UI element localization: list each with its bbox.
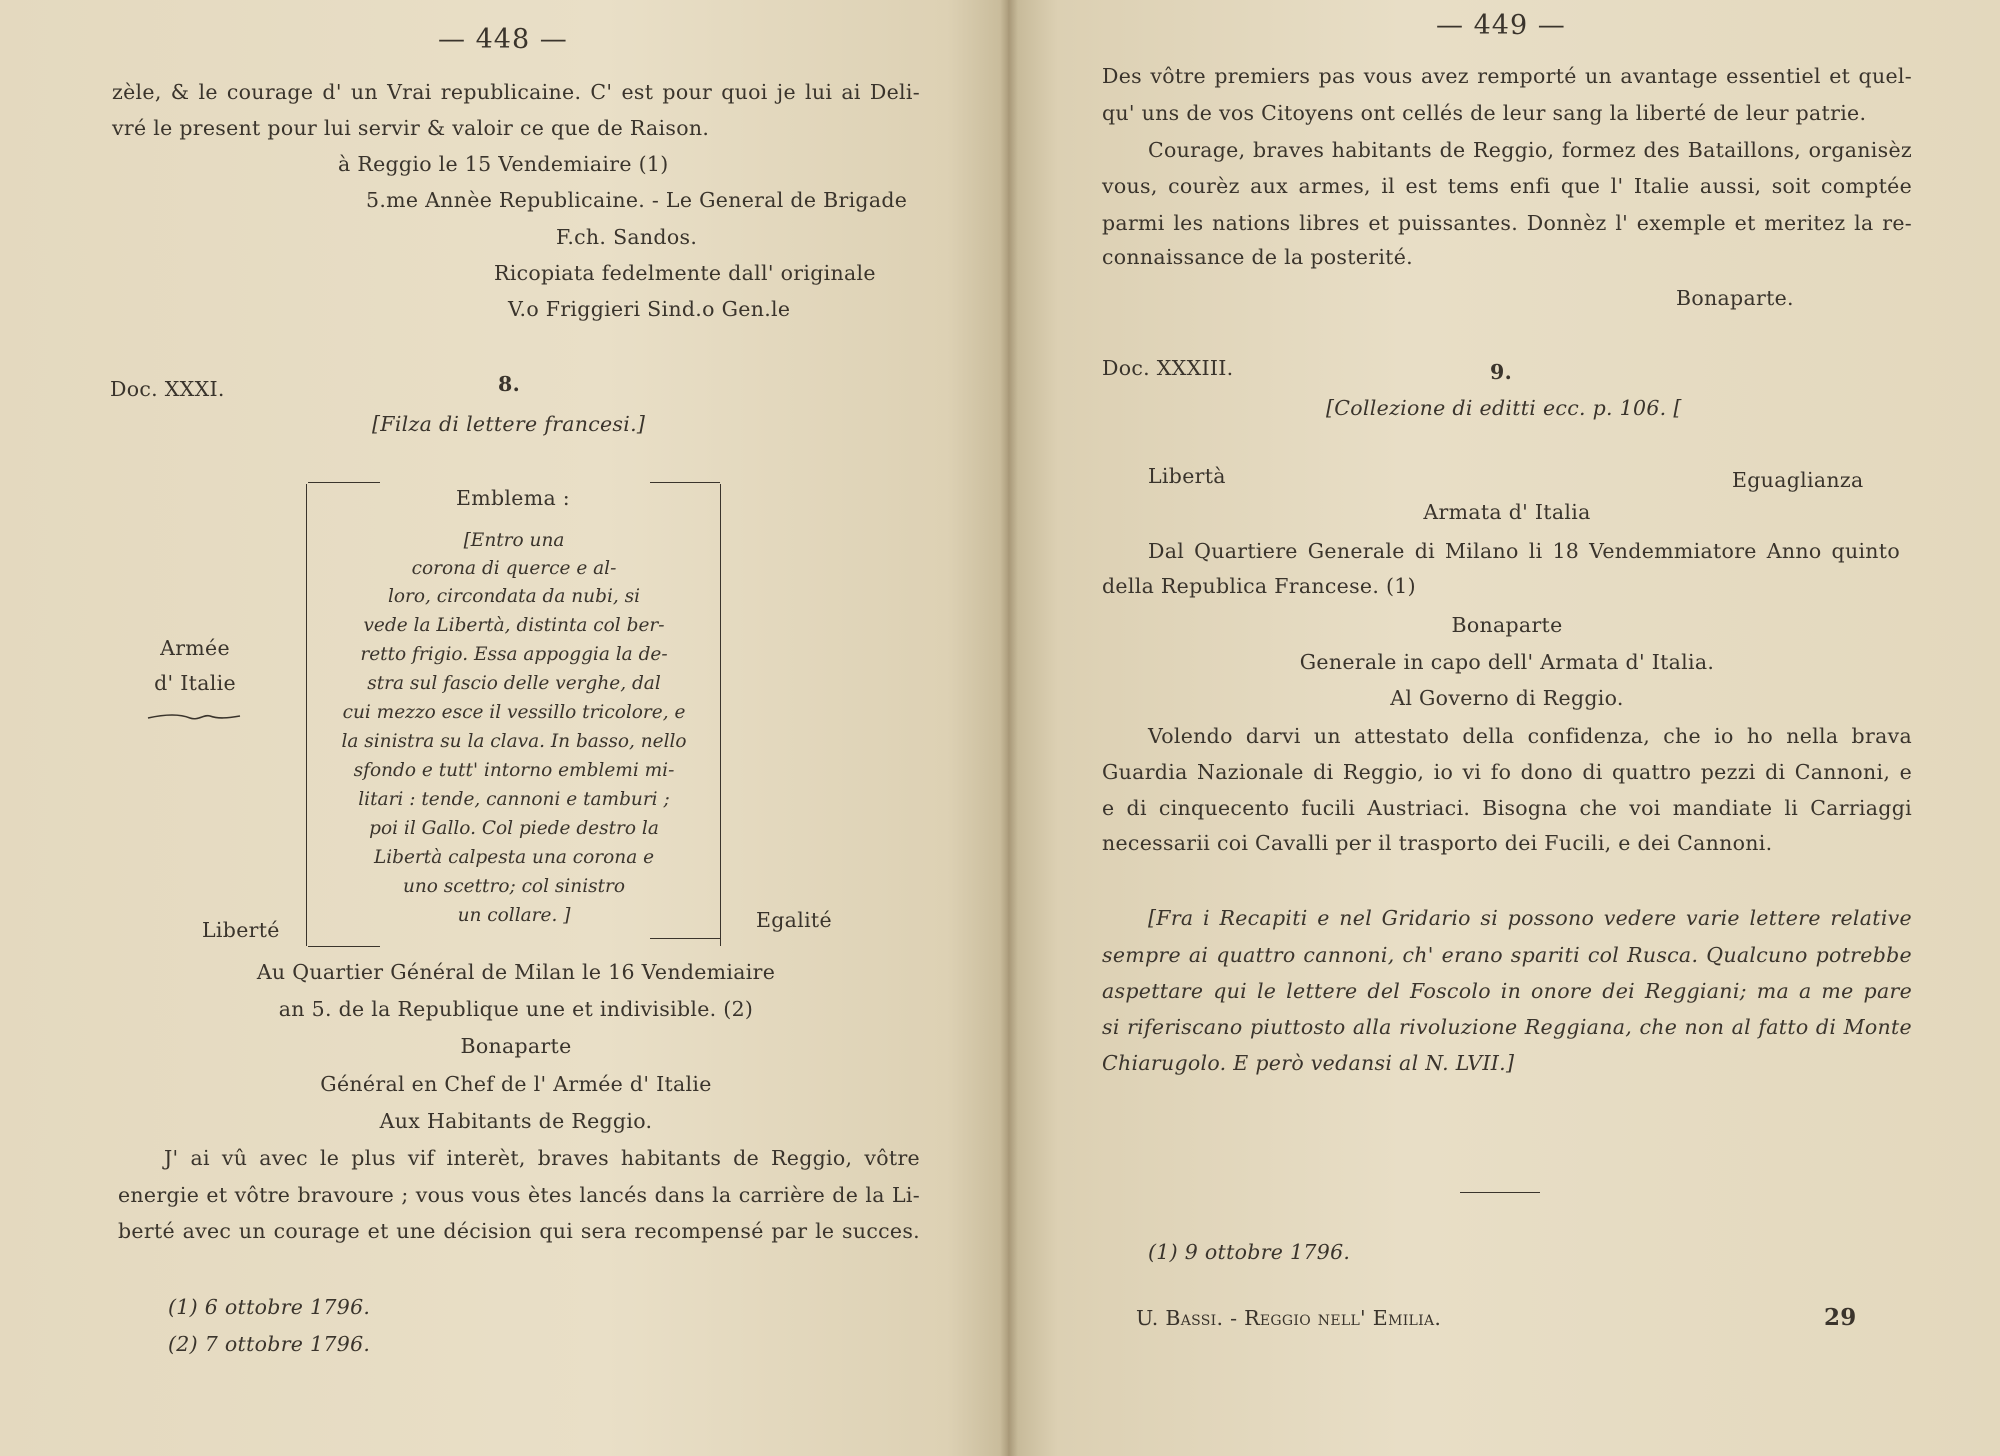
left-line-2: vré le present pour lui servir & valoir ce que de Raison.: [112, 116, 710, 140]
right-body-4: necessarii coi Cavalli per il trasporto dei Fucili, e dei Cannoni.: [1102, 831, 1773, 855]
place-date: à Reggio le 15 Vendemiaire (1): [338, 152, 669, 176]
right-centered-3: Al Governo di Reggio.: [1390, 686, 1624, 710]
emblem-left-border: [306, 484, 307, 946]
liberte-label: Liberté: [202, 918, 280, 942]
ornament-squiggle: [146, 710, 242, 724]
signer: F.ch. Sandos.: [556, 225, 698, 249]
armata-heading: Armata d' Italia: [1423, 500, 1591, 524]
book-gutter: [1000, 0, 1018, 1456]
right-doc-source: [Collezione di editti ecc. p. 106. [: [1326, 396, 1682, 420]
right-note-2: sempre ai quattro cannoni, ch' erano spariti col Rusca. Qualcuno potrebbe: [1102, 943, 1912, 967]
right-centered-2: Generale in capo dell' Armata d' Italia.: [1299, 650, 1715, 674]
doc-source: [Filza di lettere francesi.]: [372, 412, 646, 436]
emblem-line-9: sfondo e tutt' intorno emblemi mi-: [353, 760, 675, 781]
emblem-line-10: litari : tende, cannoni e tamburi ;: [358, 789, 670, 810]
right-top-4: vous, courèz aux armes, il est tems enfi que l' Italie aussi, soit comptée: [1102, 174, 1912, 198]
right-note-4: si riferiscano piuttosto alla rivoluzione Reggiana, che non al fatto di Monte: [1102, 1015, 1912, 1039]
right-footnote: (1) 9 ottobre 1796.: [1148, 1240, 1351, 1264]
left-body-1: J' ai vû avec le plus vif interèt, braves habitants de Reggio, vôtre: [164, 1146, 920, 1170]
emblem-line-3: loro, circondata da nubi, si: [387, 586, 641, 607]
emblem-line-1: [Entro una: [463, 530, 565, 551]
emblem-line-6: stra sul fascio delle verghe, dal: [367, 673, 661, 694]
doc-label: Doc. XXXI.: [110, 377, 225, 401]
right-doc-number: 9.: [1490, 360, 1513, 384]
year-signature: 5.me Annèe Republicaine. - Le General de Brigade: [366, 188, 908, 212]
left-footnote-1: (1) 6 ottobre 1796.: [168, 1295, 371, 1319]
right-doc-label: Doc. XXXIII.: [1102, 356, 1234, 380]
left-centered-4: Général en Chef de l' Armée d' Italie: [320, 1072, 712, 1096]
quartiere-line-1: Dal Quartiere Generale di Milano li 18 Vendemmiatore Anno quinto: [1148, 539, 1900, 563]
emblem-title: Emblema :: [456, 486, 570, 510]
emblem-line-8: la sinistra su la clava. In basso, nello: [341, 731, 687, 752]
left-centered-3: Bonaparte: [460, 1034, 572, 1058]
eguaglianza-label: Eguaglianza: [1732, 468, 1864, 492]
emblem-top-right-rule: [650, 482, 720, 483]
right-body-2: Guardia Nazionale di Reggio, io vi fo dono di quattro pezzi di Cannoni, e: [1102, 760, 1912, 784]
right-note-5: Chiarugolo. E però vedansi al N. LVII.]: [1102, 1051, 1515, 1075]
left-body-2: energie et vôtre bravoure ; vous vous ètes lancés dans la carrière de la Li-: [118, 1183, 920, 1207]
emblem-line-7: cui mezzo esce il vessillo tricolore, e: [342, 702, 686, 723]
running-footer-text: U. Bassi. - Reggio nell' Emilia.: [1136, 1306, 1442, 1330]
right-top-5: parmi les nations libres et puissantes. Donnèz l' exemple et meritez la re-: [1102, 211, 1912, 235]
emblem-line-4: vede la Libertà, distinta col ber-: [363, 615, 665, 636]
side-label-armee: Armée: [160, 636, 230, 660]
right-top-2: qu' uns de vos Citoyens ont cellés de leur sang la liberté de leur patrie.: [1102, 101, 1867, 125]
right-note-3: aspettare qui le lettere del Foscolo in onore dei Reggiani; ma a me pare: [1102, 979, 1912, 1003]
left-centered-2: an 5. de la Republique une et indivisible. (2): [278, 997, 754, 1021]
left-centered-1: Au Quartier Général de Milan le 16 Vendemiaire: [256, 960, 776, 984]
right-top-3: Courage, braves habitants de Reggio, formez des Bataillons, organisèz: [1148, 138, 1912, 162]
running-footer: [1136, 1306, 1441, 1330]
signature-mark: 29: [1824, 1304, 1857, 1331]
right-body-3: e di cinquecento fucili Austriaci. Bisogna che voi mandiate li Carriaggi: [1102, 796, 1912, 820]
emblem-top-left-rule: [308, 482, 380, 483]
footnote-separator: [1460, 1192, 1540, 1193]
right-top-1: Des vôtre premiers pas vous avez remporté un avantage essentiel et quel-: [1102, 64, 1912, 88]
left-centered-5: Aux Habitants de Reggio.: [379, 1109, 653, 1133]
right-centered-1: Bonaparte: [1451, 613, 1563, 637]
copy-note: Ricopiata fedelmente dall' originale: [494, 261, 876, 285]
liberta-label: Libertà: [1148, 464, 1226, 488]
emblem-bottom-left-rule: [308, 946, 380, 947]
side-label-italie: d' Italie: [154, 671, 236, 695]
left-footnote-2: (2) 7 ottobre 1796.: [168, 1332, 371, 1356]
right-page: [1008, 0, 2000, 1456]
quartiere-line-2: della Republica Francese. (1): [1102, 574, 1416, 598]
emblem-line-12: Libertà calpesta una corona e: [373, 847, 655, 868]
doc-number: 8.: [498, 372, 521, 396]
emblem-line-5: retto frigio. Essa appoggia la de-: [360, 644, 668, 665]
right-note-1: [Fra i Recapiti e nel Gridario si possono vedere varie lettere relative: [1148, 906, 1912, 930]
left-page-number: — 448 —: [438, 24, 568, 55]
emblem-line-2: corona di querce e al-: [411, 558, 617, 579]
left-line-1: zèle, & le courage d' un Vrai republicaine. C' est pour quoi je lui ai Deli-: [112, 80, 920, 104]
right-page-number: — 449 —: [1436, 10, 1566, 41]
emblem-line-14: un collare. ]: [457, 905, 571, 926]
emblem-bottom-right-rule: [650, 938, 720, 939]
right-body-1: Volendo darvi un attestato della confidenza, che io ho nella brava: [1148, 724, 1912, 748]
right-top-6: connaissance de la posterité.: [1102, 245, 1413, 269]
egalite-label: Egalité: [756, 908, 832, 932]
left-body-3: berté avec un courage et une décision qui sera recompensé par le succes.: [118, 1219, 920, 1243]
emblem-line-13: uno scettro; col sinistro: [402, 876, 626, 897]
right-signature: Bonaparte.: [1676, 286, 1794, 310]
emblem-right-border: [720, 484, 721, 946]
emblem-line-11: poi il Gallo. Col piede destro la: [369, 818, 659, 839]
copy-signer: V.o Friggieri Sind.o Gen.le: [508, 297, 791, 321]
